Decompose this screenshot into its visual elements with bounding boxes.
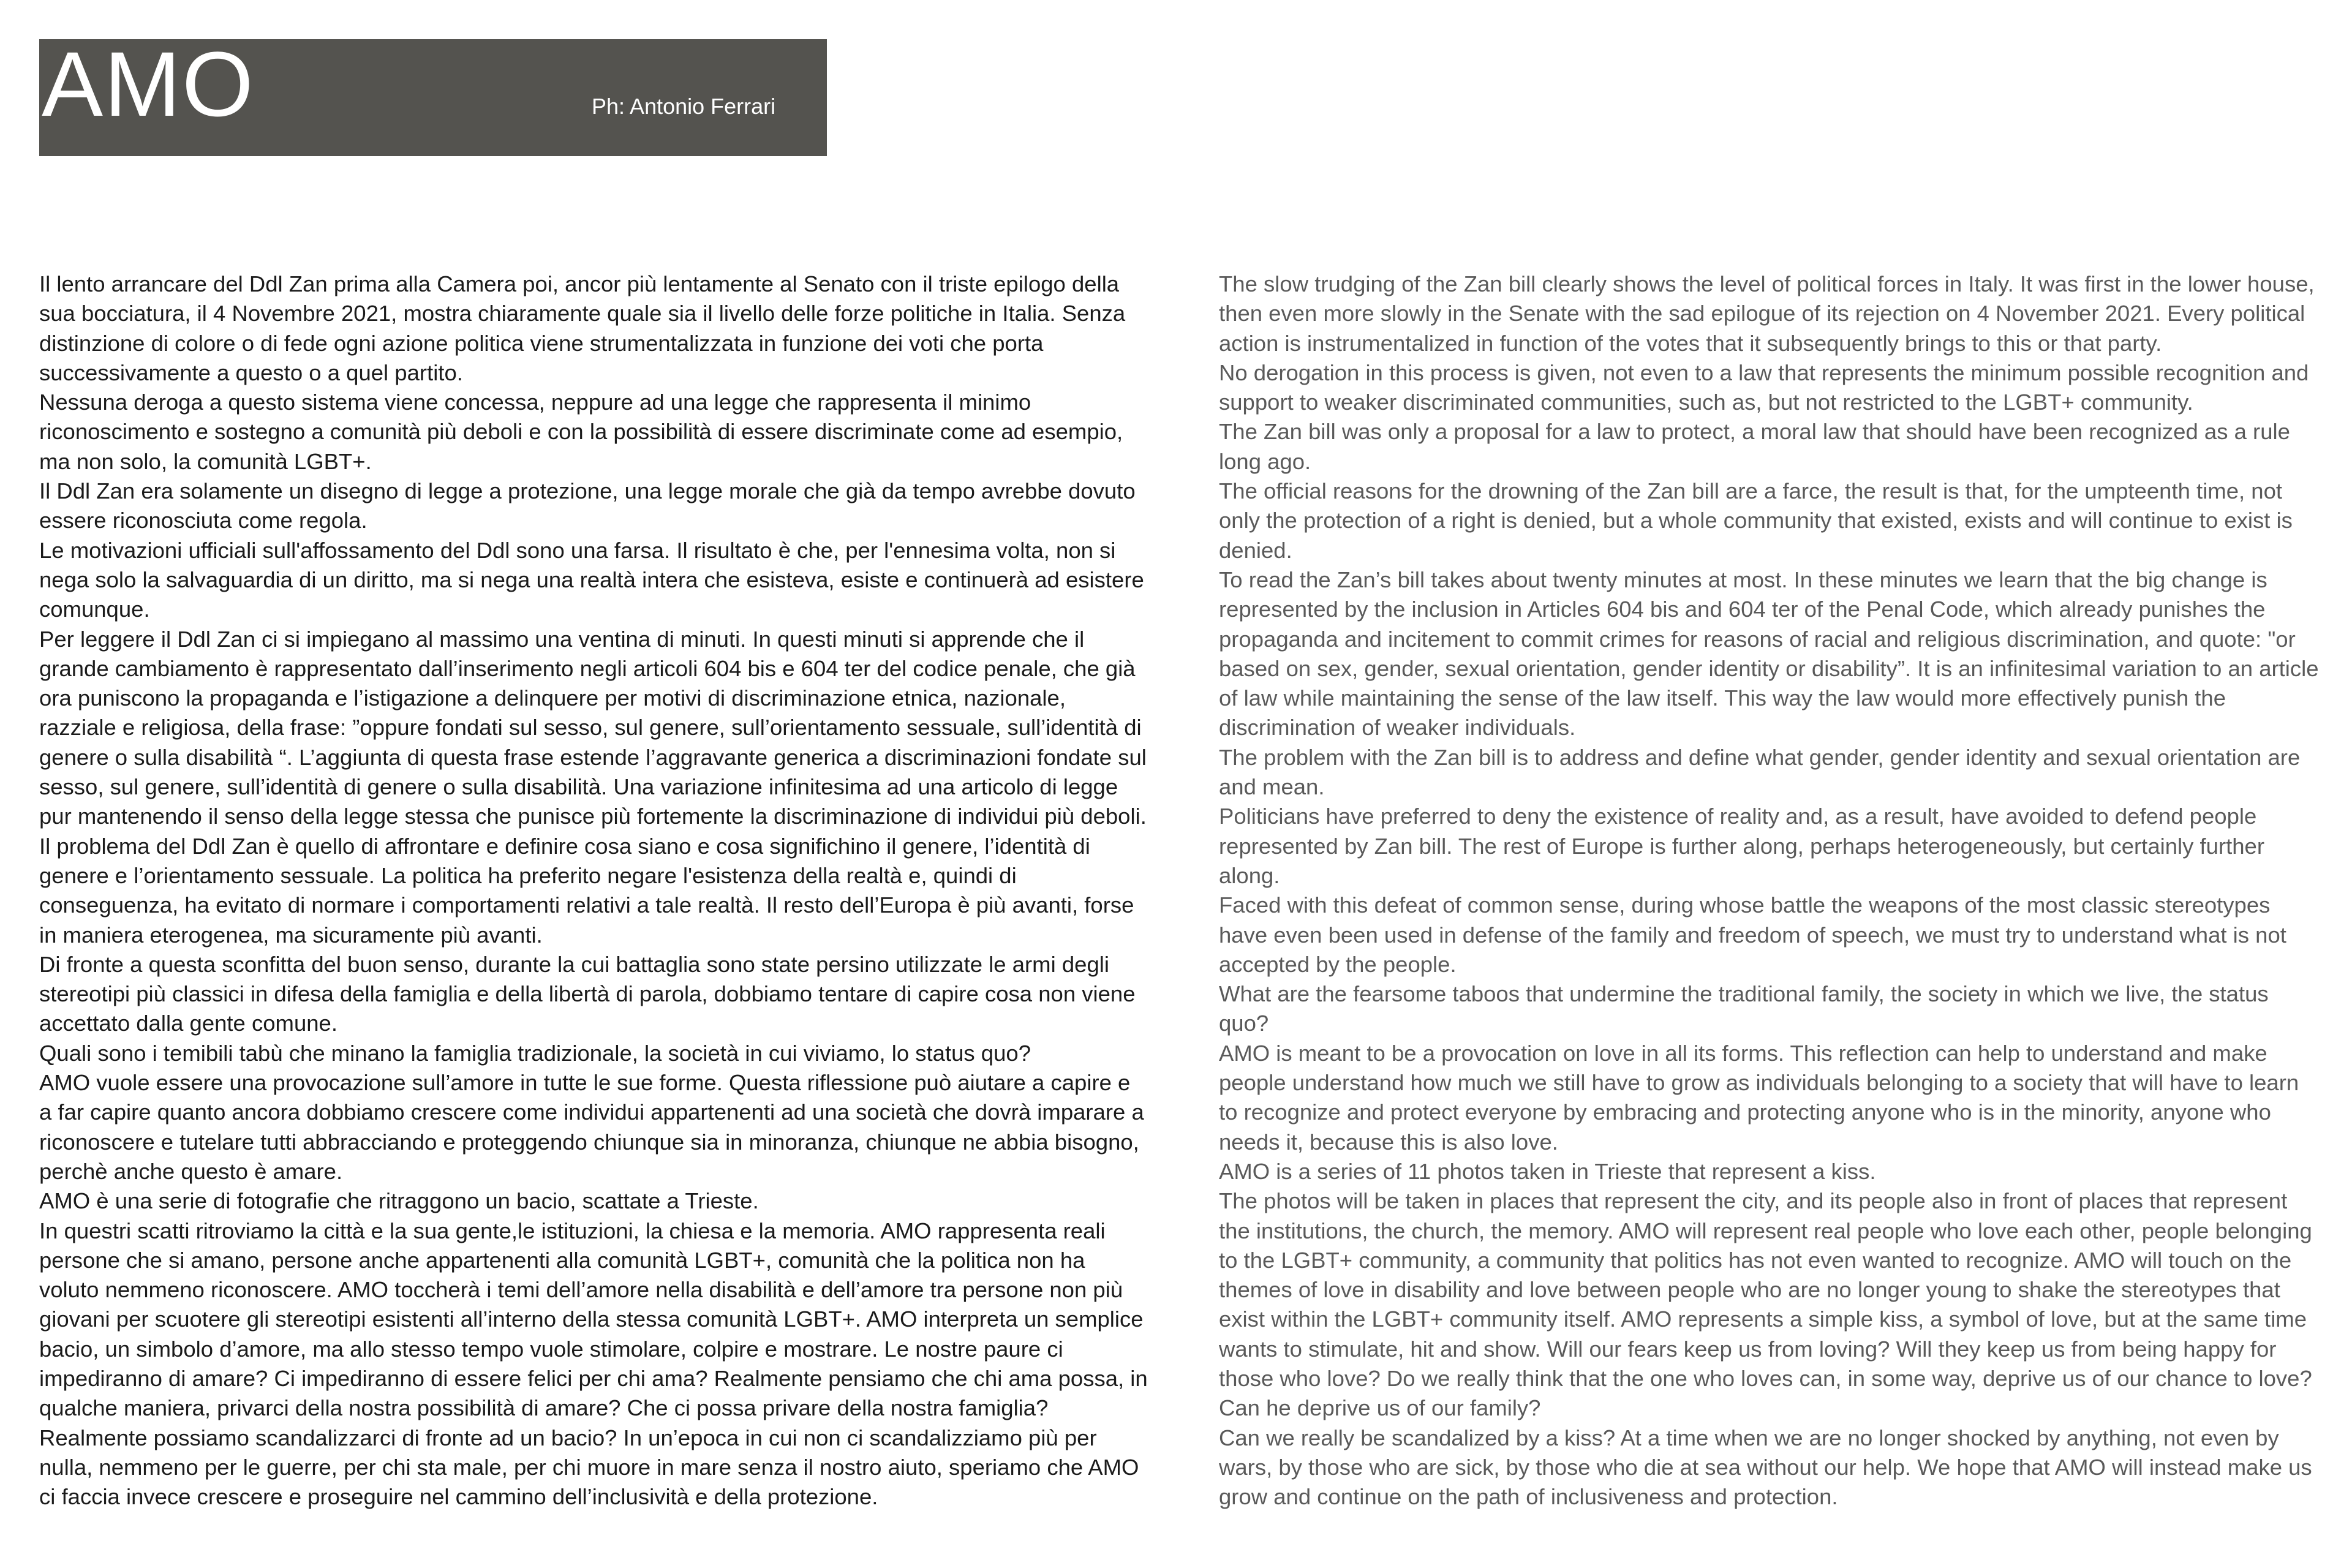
english-paragraph: Can we really be scandalized by a kiss? At a time when we are no longer shocked by anything, not even by wars, by those who are sick, by those who die at sea without our help. We hope that AMO will instead make us grow and continue on the path of inclusiveness and protection. bbox=[1219, 1425, 2312, 1510]
italian-paragraph: Le motivazioni ufficiali sull'affossamento del Ddl sono una farsa. Il risultato è che, per l'ennesima volta, non si nega solo la salvaguardia di un diritto, ma si nega una realtà intera che esisteva, esiste e continuerà ad esistere comunque. bbox=[39, 537, 1144, 622]
english-paragraph: Politicians have preferred to deny the existence of reality and, as a result, have avoided to defend people represented by Zan bill. The rest of Europe is further along, perhaps heterogeneously, but certainly further along. bbox=[1219, 804, 2265, 888]
english-paragraph: The official reasons for the drowning of the Zan bill are a farce, the result is that, for the umpteenth time, not only the protection of a right is denied, but a whole community that existed, exists and will continue to exist is denied. bbox=[1219, 478, 2293, 563]
italian-paragraph: In questri scatti ritroviamo la città e la sua gente,le istituzioni, la chiesa e la memoria. AMO rappresenta reali persone che si amano, persone anche appartenenti alla comunità LGBT+, comunità che la politica non ha voluto nemmeno riconoscere. AMO toccherà i temi dell’amore nella disabilità e dell’amore tra persone non più giovani per scuotere gli stereotipi esistenti all’interno della stessa comunità LGBT+. AMO interpreta un semplice bacio, un simbolo d’amore, ma allo stesso tempo vuole stimolare, colpire e mostrare. Le nostre paure ci impediranno di amare? Ci impediranno di essere felici per chi ama? Realmente pensiamo che chi ama possa, in qualche maniera, privarci della nostra possibilità di amare? Che ci possa privare della nostra famiglia? bbox=[39, 1218, 1148, 1421]
english-paragraph: AMO is a series of 11 photos taken in Trieste that represent a kiss. bbox=[1219, 1158, 1876, 1184]
italian-paragraph: Il Ddl Zan era solamente un disegno di legge a protezione, una legge morale che già da tempo avrebbe dovuto essere riconosciuta come regola. bbox=[39, 478, 1136, 533]
english-paragraph: No derogation in this process is given, not even to a law that represents the minimum possible recognition and support to weaker discriminated communities, such as, but not restricted to the LGBT+ community. bbox=[1219, 360, 2309, 415]
italian-paragraph: Nessuna deroga a questo sistema viene concessa, neppure ad una legge che rappresenta il minimo riconoscimento e sostegno a comunità più deboli e con la possibilità di essere discriminate come ad esempio, ma non solo, la comunità LGBT+. bbox=[39, 390, 1123, 474]
italian-paragraph: AMO vuole essere una provocazione sull’amore in tutte le sue forme. Questa riflessione può aiutare a capire e a far capire quanto ancora dobbiamo crescere come individui appartenenti ad una società che dovrà imparare a riconoscere e tutelare tutti abbracciando e proteggendo chiunque sia in minoranza, chiunque ne abbia bisogno, perchè anche questo è amare. bbox=[39, 1070, 1144, 1184]
italian-paragraph: Il problema del Ddl Zan è quello di affrontare e definire cosa siano e cosa significhino il genere, l’identità di genere e l’orientamento sessuale. La politica ha preferito negare l'esistenza della realtà e, quindi di conseguenza, ha evitato di normare i comportamenti relativi a tale realtà. Il resto dell’Europa è più avanti, forse in maniera eterogenea, ma sicuramente più avanti. bbox=[39, 833, 1134, 948]
english-paragraph: The photos will be taken in places that represent the city, and its people also in front of places that represent the institutions, the church, the memory. AMO will represent real people who love each other, people belonging to the LGBT+ community, a community that politics has not even wanted to recognize. AMO will touch on the themes of love in disability and love between people who are no longer young to shake the stereotypes that exist within the LGBT+ community itself. AMO represents a simple kiss, a symbol of love, but at the same time wants to stimulate, hit and show. Will our fears keep us from loving? Will they keep us from being happy for those who love? Do we really think that the one who loves can, in some way, deprive us of our chance to love? Can he deprive us of our family? bbox=[1219, 1188, 2312, 1421]
english-text-column bbox=[1219, 270, 2321, 1512]
italian-paragraph: Realmente possiamo scandalizzarci di fronte ad un bacio? In un’epoca in cui non ci scandalizziamo più per nulla, nemmeno per le guerre, per chi sta male, per chi muore in mare senza il nostro aiuto, speriamo che AMO ci faccia invece crescere e proseguire nel cammino dell’inclusività e della protezione. bbox=[39, 1425, 1139, 1510]
english-paragraph: The problem with the Zan bill is to address and define what gender, gender identity and sexual orientation are and mean. bbox=[1219, 744, 2301, 800]
english-paragraph: The slow trudging of the Zan bill clearly shows the level of political forces in Italy. It was first in the lower house, then even more slowly in the Senate with the sad epilogue of its rejection on 4 November 2021. Every political action is instrumentalized in function of the votes that it subsequently brings to this or that party. bbox=[1219, 271, 2315, 356]
italian-paragraph: AMO è una serie di fotografie che ritraggono un bacio, scattate a Trieste. bbox=[39, 1188, 759, 1214]
page-title: AMO bbox=[42, 32, 255, 135]
italian-paragraph: Per leggere il Ddl Zan ci si impiegano al massimo una ventina di minuti. In questi minuti si apprende che il grande cambiamento è rappresentato dall’inserimento negli articoli 604 bis e 604 ter del codice penale, che già ora puniscono la propaganda e l’istigazione a delinquere per motivi di discriminazione etnica, nazionale, razziale e religiosa, della frase: ”oppure fondati sul sesso, sul genere, sull’orientamento sessuale, sull’identità di genere o sulla disabilità “. L’aggiunta di questa frase estende l’aggravante generica a discriminazioni fondate sul sesso, sul genere, sull’identità di genere o sulla disabilità. Una variazione infinitesima ad una articolo di legge pur mantenendo il senso della legge stessa che punisce più fortemente la discriminazione di individui più deboli. bbox=[39, 626, 1147, 829]
english-paragraph: To read the Zan’s bill takes about twenty minutes at most. In these minutes we learn that the big change is represented by the inclusion in Articles 604 bis and 604 ter of the Penal Code, which already punishes the propaganda and incitement to commit crimes for reasons of racial and religious discrimination, and quote: "or based on sex, gender, sexual orientation, gender identity or disability”. It is an infinitesimal variation to an article of law while maintaining the sense of the law itself. This way the law would more effectively punish the discrimination of weaker individuals. bbox=[1219, 567, 2319, 741]
title-banner bbox=[39, 32, 827, 156]
english-paragraph: The Zan bill was only a proposal for a law to protect, a moral law that should have been recognized as a rule long ago. bbox=[1219, 419, 2290, 474]
italian-paragraph: Di fronte a questa sconfitta del buon senso, durante la cui battaglia sono state persino utilizzate le armi degli stereotipi più classici in difesa della famiglia e della libertà di parola, dobbiamo tentare di capire cosa non viene accettato dalla gente comune. bbox=[39, 951, 1136, 1036]
photo-credit: Ph: Antonio Ferrari bbox=[592, 94, 776, 119]
english-paragraph: What are the fearsome taboos that undermine the traditional family, the society in which we live, the status quo? bbox=[1219, 981, 2269, 1036]
italian-text-column bbox=[39, 270, 1148, 1512]
italian-paragraph: Quali sono i temibili tabù che minano la famiglia tradizionale, la società in cui viviamo, lo status quo? bbox=[39, 1040, 1031, 1066]
english-paragraph: AMO is meant to be a provocation on love in all its forms. This reflection can help to understand and make people understand how much we still have to grow as individuals belonging to a society that will have to learn to recognize and protect everyone by embracing and protecting anyone who is in the minority, anyone who needs it, because this is also love. bbox=[1219, 1040, 2299, 1155]
english-paragraph: Faced with this defeat of common sense, during whose battle the weapons of the most classic stereotypes have even been used in defense of the family and freedom of speech, we must try to understand what is not accepted by the people. bbox=[1219, 892, 2286, 977]
italian-paragraph: Il lento arrancare del Ddl Zan prima alla Camera poi, ancor più lentamente al Senato con il triste epilogo della sua bocciatura, il 4 Novembre 2021, mostra chiaramente quale sia il livello delle forze politiche in Italia. Senza distinzione di colore o di fede ogni azione politica viene strumentalizzata in funzione dei voti che porta successivamente a questo o a quel partito. bbox=[39, 271, 1126, 385]
